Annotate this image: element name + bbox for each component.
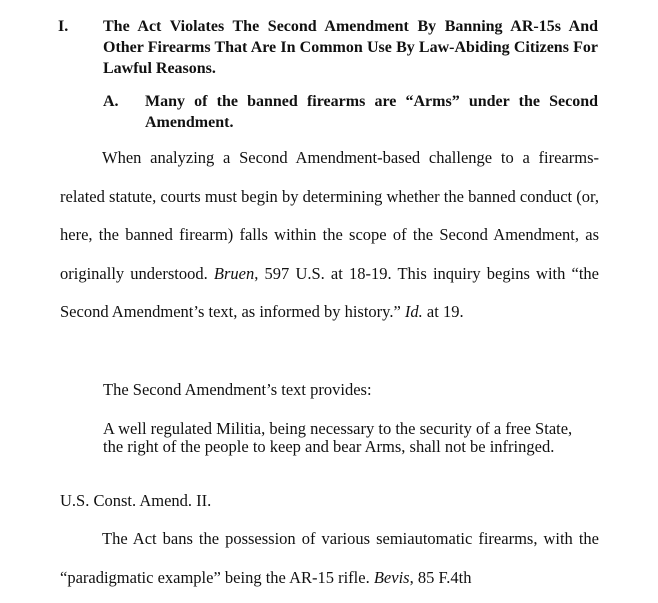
heading-2-text: Many of the banned firearms are “Arms” under the Second Amendment. xyxy=(145,93,598,131)
paragraph-1 xyxy=(60,139,599,332)
paragraph-2: The Second Amendment’s text provides: xyxy=(103,380,372,399)
heading-1-number: I. xyxy=(58,18,69,35)
case-citation-bevis: Bevis xyxy=(373,567,410,587)
paragraph-3-text-b: , 85 F.4th xyxy=(409,567,472,587)
case-citation-bruen: Bruen xyxy=(213,263,255,283)
paragraph-3-text-a: The Act bans the possession of various semiautomatic firearms, with the “paradigmatic example” being the AR-15 rifle. xyxy=(60,529,599,587)
heading-1-text: The Act Violates The Second Amendment By Banning AR-15s And Other Firearms That Are In Common Use By Law-Abiding Citizens For Lawful Reasons. xyxy=(103,18,598,77)
block-quote: A well regulated Militia, being necessary to the security of a free State, the right of the people to keep and bear Arms, shall not be infringed. xyxy=(103,419,573,456)
constitution-citation: U.S. Const. Amend. II. xyxy=(60,491,212,510)
paragraph-1-text-b: , 597 U.S. at 18-19. This inquiry begins with “the Second Amendment’s text, as informed by history.” xyxy=(60,263,599,322)
paragraph-1-text-a: When analyzing a Second Amendment-based challenge to a firearms-related statute, courts must begin by determining whether the banned conduct (or, here, the banned firearm) falls within the scope of the Second Amendment, as originally understood. xyxy=(60,148,599,283)
case-citation-id: Id. xyxy=(404,302,423,322)
paragraph-1-text-c: at 19. xyxy=(422,302,464,322)
heading-2-letter: A. xyxy=(103,93,119,110)
paragraph-3 xyxy=(60,520,599,597)
